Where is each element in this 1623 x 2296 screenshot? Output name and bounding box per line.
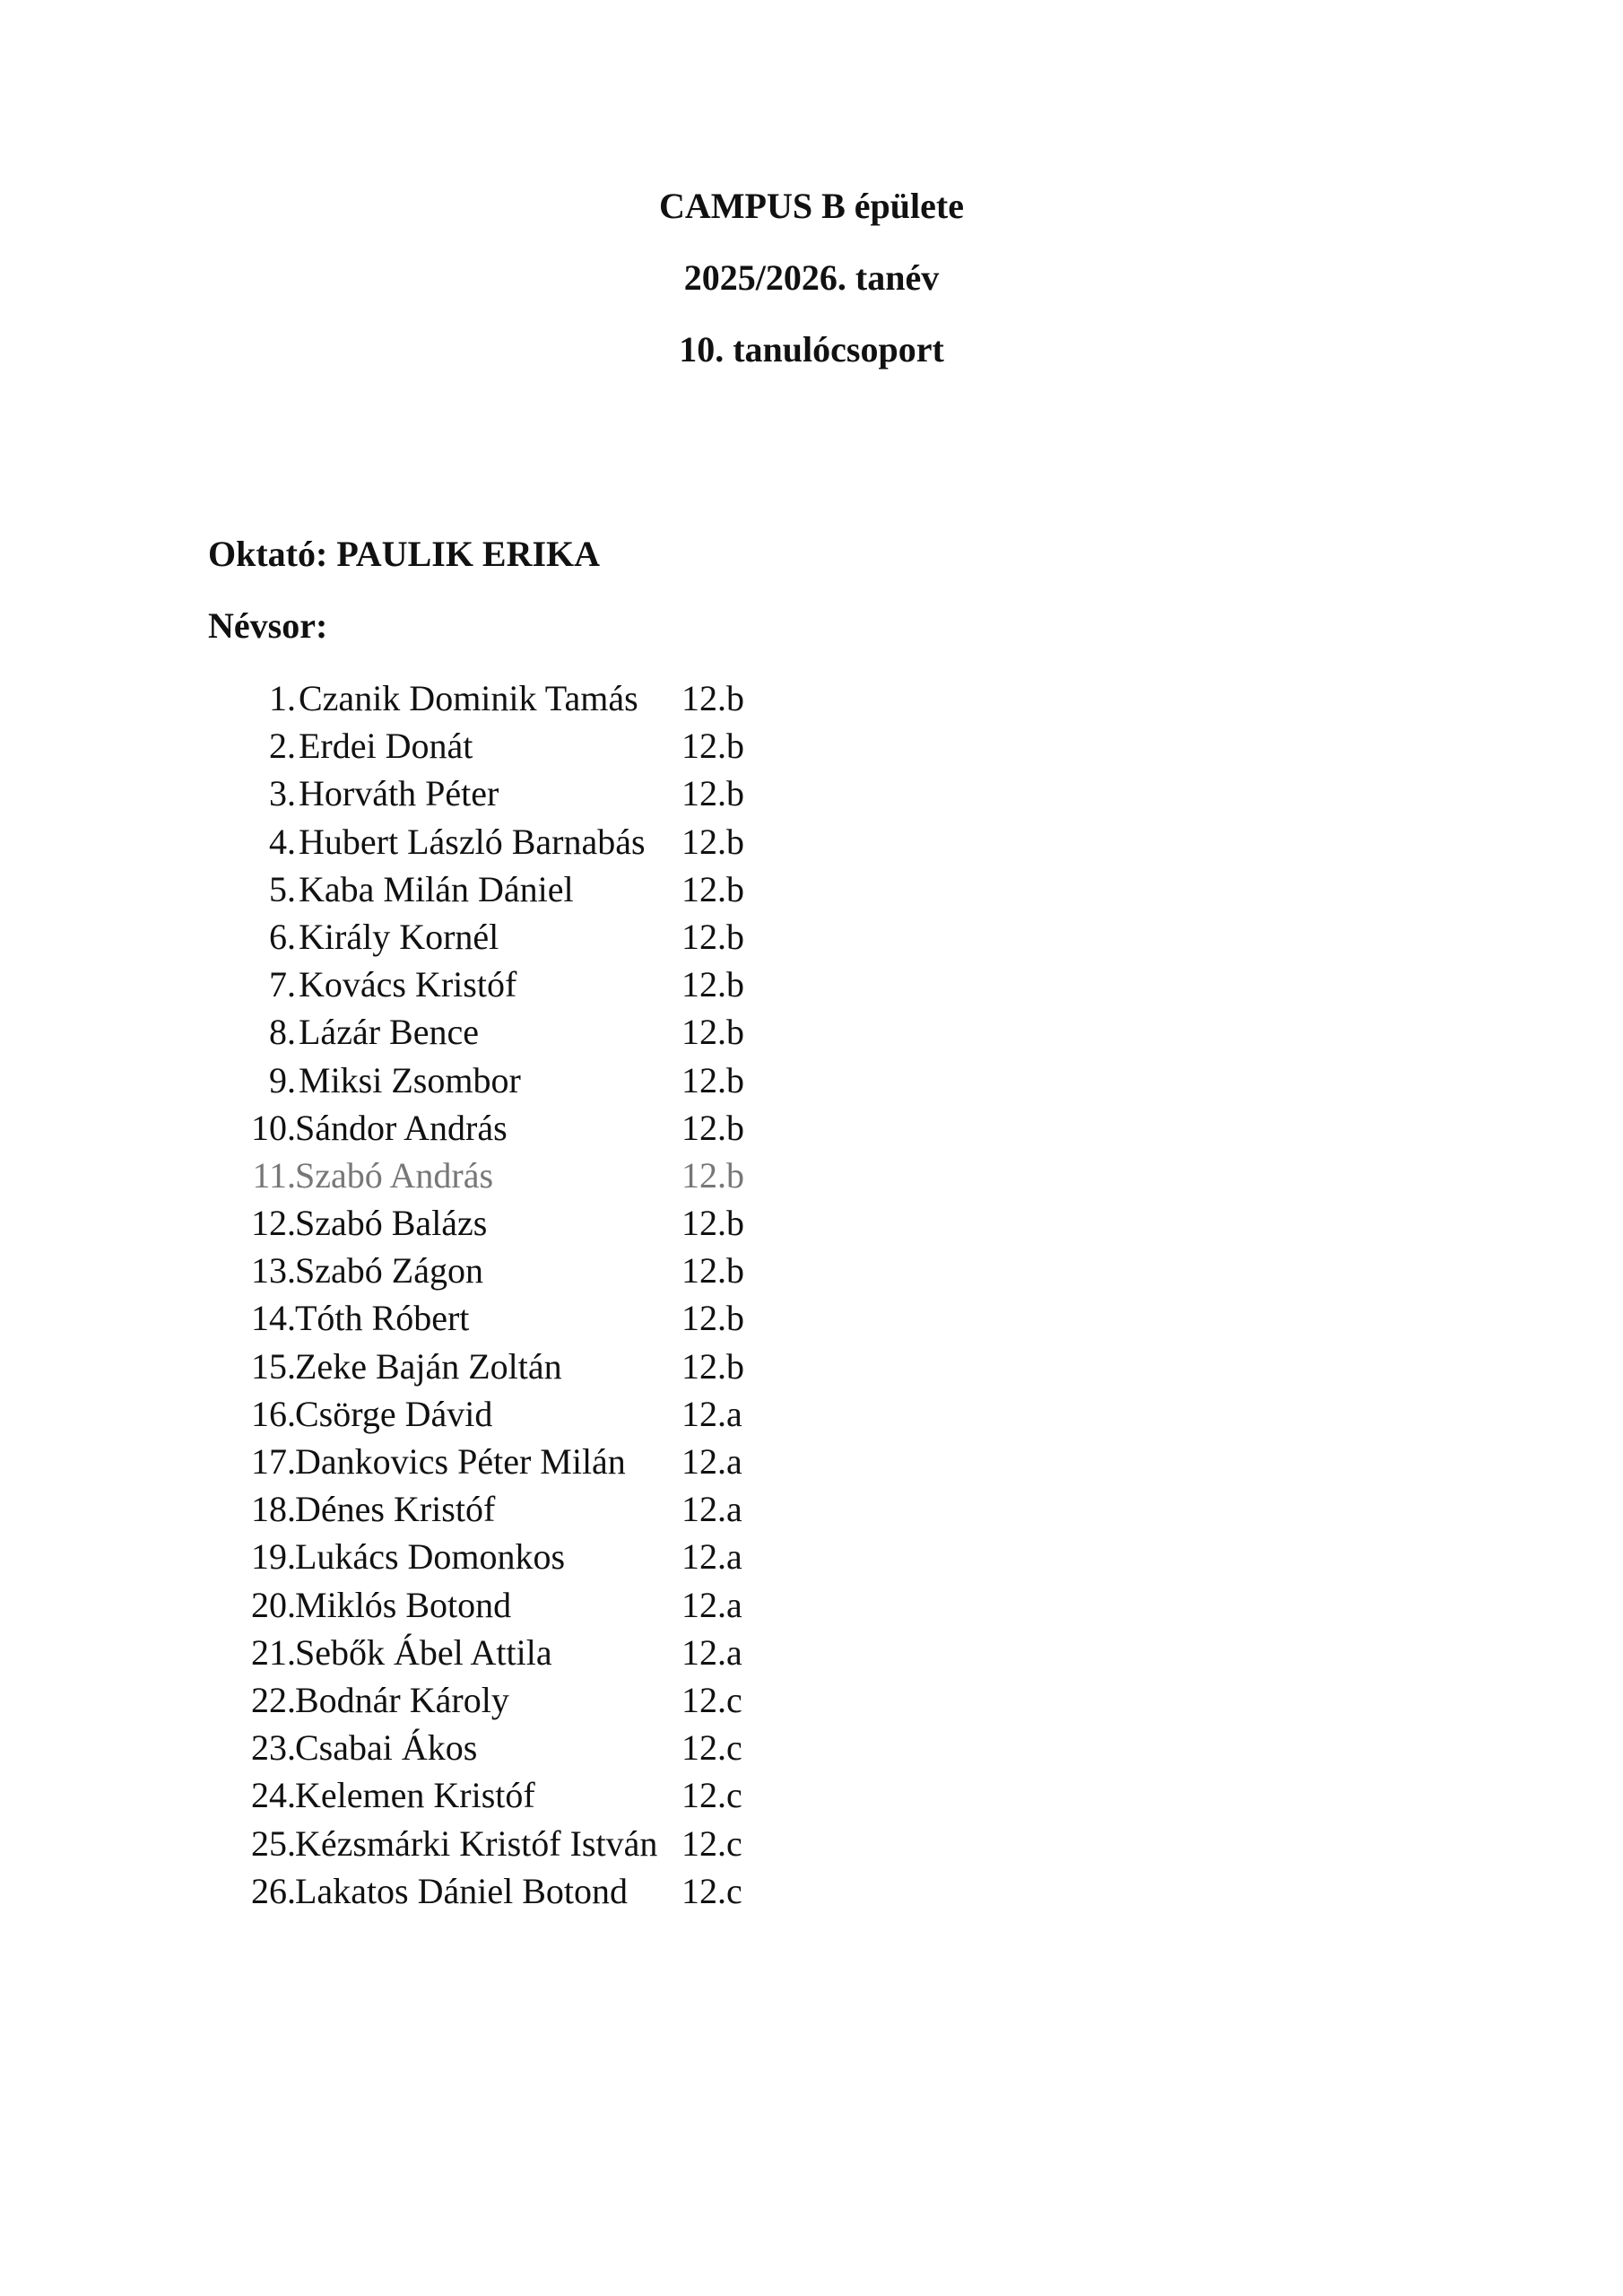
student-roster <box>0 674 1623 1915</box>
student-class: 12.c <box>681 1870 742 1911</box>
student-name: Tóth Róbert <box>295 1298 470 1339</box>
student-class: 12.b <box>681 1345 744 1387</box>
student-class: 12.b <box>681 678 744 718</box>
student-row <box>0 1294 1623 1342</box>
student-number: 4. <box>269 821 296 862</box>
student-name: Erdei Donát <box>299 726 473 767</box>
student-name: Dankovics Péter Milán <box>295 1441 626 1482</box>
student-name: Lázár Bence <box>299 1012 479 1053</box>
student-row <box>0 818 1623 865</box>
student-class: 12.c <box>681 1727 742 1769</box>
student-number: 2. <box>269 726 296 767</box>
student-row <box>0 722 1623 770</box>
student-row <box>0 913 1623 961</box>
student-row <box>0 1820 1623 1867</box>
student-class: 12.b <box>681 821 744 862</box>
student-row <box>0 1057 1623 1104</box>
student-number: 18. <box>251 1489 296 1530</box>
student-name: Miklós Botond <box>295 1584 512 1625</box>
student-row <box>0 1771 1623 1819</box>
student-class: 12.b <box>681 1250 744 1292</box>
student-name: Szabó András <box>295 1154 494 1196</box>
student-row <box>0 1152 1623 1199</box>
student-class: 12.b <box>681 726 744 767</box>
student-number: 12. <box>251 1203 296 1244</box>
student-row <box>0 865 1623 913</box>
building-title: CAMPUS B épülete <box>659 186 964 226</box>
student-number: 22. <box>251 1679 296 1720</box>
student-name: Király Kornél <box>299 916 499 957</box>
student-name: Sebők Ábel Attila <box>295 1631 552 1673</box>
student-class: 12.b <box>681 1154 744 1196</box>
student-class: 12.b <box>681 1012 744 1053</box>
student-number: 7. <box>269 964 296 1005</box>
student-number: 1. <box>269 678 296 718</box>
student-name: Lakatos Dániel Botond <box>295 1870 629 1911</box>
student-number: 11. <box>252 1154 296 1196</box>
student-row <box>0 1438 1623 1485</box>
student-name: Czanik Dominik Tamás <box>299 678 638 718</box>
student-name: Csabai Ákos <box>295 1727 478 1769</box>
student-class: 12.a <box>681 1489 742 1530</box>
student-class: 12.a <box>681 1441 742 1482</box>
student-number: 17. <box>251 1441 296 1482</box>
student-name: Kovács Kristóf <box>299 964 517 1005</box>
student-class: 12.c <box>681 1679 742 1720</box>
instructor-label: Oktató: <box>208 534 328 574</box>
instructor-name: PAULIK ERIKA <box>336 534 601 574</box>
student-row <box>0 1343 1623 1390</box>
student-row <box>0 1629 1623 1676</box>
student-name: Kelemen Kristóf <box>295 1775 535 1816</box>
student-number: 20. <box>251 1584 296 1625</box>
student-class: 12.c <box>681 1822 742 1864</box>
student-class: 12.b <box>681 1107 744 1148</box>
student-row <box>0 1104 1623 1152</box>
student-class: 12.a <box>681 1393 742 1434</box>
student-number: 26. <box>251 1870 296 1911</box>
student-class: 12.a <box>681 1536 742 1578</box>
student-name: Csörge Dávid <box>295 1393 493 1434</box>
student-name: Bodnár Károly <box>295 1679 509 1720</box>
student-name: Sándor András <box>295 1107 508 1148</box>
student-number: 3. <box>269 773 296 814</box>
student-number: 23. <box>251 1727 296 1769</box>
study-group: 10. tanulócsoport <box>679 329 944 370</box>
student-name: Lukács Domonkos <box>295 1536 566 1578</box>
student-number: 5. <box>269 868 296 909</box>
student-row <box>0 770 1623 817</box>
student-row <box>0 1867 1623 1915</box>
school-year: 2025/2026. tanév <box>683 257 940 298</box>
student-row <box>0 674 1623 722</box>
student-class: 12.b <box>681 1059 744 1100</box>
student-number: 21. <box>251 1631 296 1673</box>
student-number: 6. <box>269 916 296 957</box>
student-row <box>0 1533 1623 1580</box>
student-name: Szabó Zágon <box>295 1250 483 1292</box>
student-row <box>0 1724 1623 1771</box>
student-row <box>0 1676 1623 1724</box>
student-row <box>0 1581 1623 1629</box>
student-number: 14. <box>251 1298 296 1339</box>
student-class: 12.a <box>681 1584 742 1625</box>
student-row <box>0 1390 1623 1438</box>
student-number: 24. <box>251 1775 296 1816</box>
roster-title: Névsor: <box>208 605 328 646</box>
student-row <box>0 961 1623 1008</box>
student-name: Horváth Péter <box>299 773 499 814</box>
student-name: Kézsmárki Kristóf István <box>295 1822 658 1864</box>
student-number: 25. <box>251 1822 296 1864</box>
instructor-line <box>208 536 600 572</box>
student-row <box>0 1247 1623 1294</box>
student-class: 12.b <box>681 916 744 957</box>
student-class: 12.b <box>681 1298 744 1339</box>
student-name: Szabó Balázs <box>295 1203 488 1244</box>
student-number: 9. <box>269 1059 296 1100</box>
student-number: 16. <box>251 1393 296 1434</box>
student-class: 12.b <box>681 1203 744 1244</box>
student-row <box>0 1008 1623 1056</box>
student-row <box>0 1485 1623 1533</box>
student-number: 13. <box>251 1250 296 1292</box>
student-name: Dénes Kristóf <box>295 1489 496 1530</box>
student-class: 12.c <box>681 1775 742 1816</box>
student-number: 19. <box>251 1536 296 1578</box>
student-name: Kaba Milán Dániel <box>299 868 574 909</box>
student-row <box>0 1199 1623 1247</box>
student-class: 12.a <box>681 1631 742 1673</box>
student-class: 12.b <box>681 964 744 1005</box>
student-name: Miksi Zsombor <box>299 1059 521 1100</box>
student-class: 12.b <box>681 868 744 909</box>
student-name: Zeke Baján Zoltán <box>295 1345 562 1387</box>
student-number: 8. <box>269 1012 296 1053</box>
student-class: 12.b <box>681 773 744 814</box>
student-number: 10. <box>251 1107 296 1148</box>
student-name: Hubert László Barnabás <box>299 821 646 862</box>
student-number: 15. <box>251 1345 296 1387</box>
